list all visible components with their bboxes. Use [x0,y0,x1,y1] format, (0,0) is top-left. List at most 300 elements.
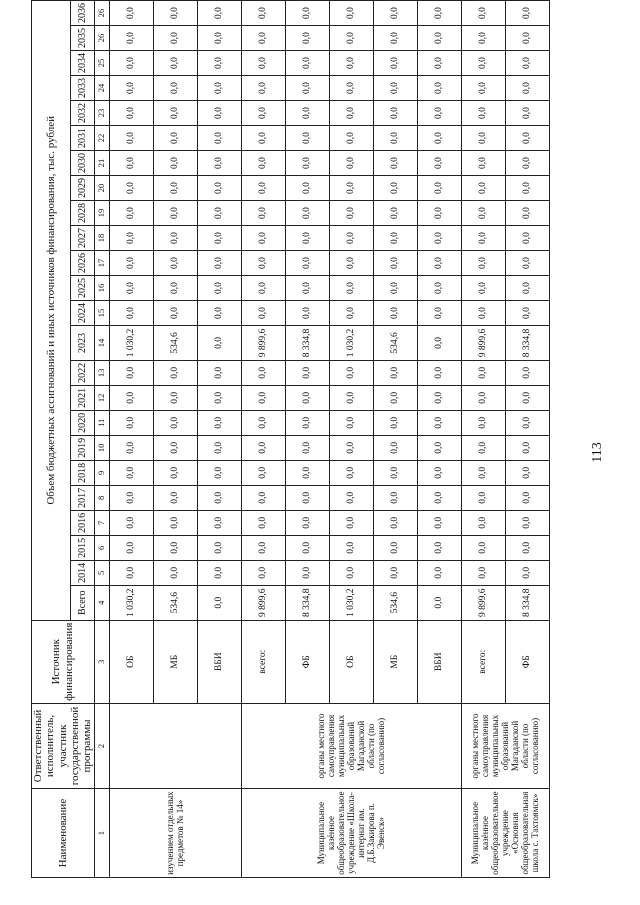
year-value-cell: 0,0 [153,201,197,226]
year-value-cell: 0,0 [417,1,461,26]
year-value-cell: 0,0 [329,201,373,226]
year-header-cell: 2034 [71,51,94,76]
year-value-cell: 0,0 [109,360,153,385]
year-value-cell: 0,0 [461,151,505,176]
year-header-cell: 2020 [71,410,94,435]
year-value-cell: 0,0 [329,435,373,460]
year-value-cell: 0,0 [373,560,417,585]
year-value-cell: 0,0 [285,485,329,510]
year-value-cell: 0,0 [109,301,153,326]
year-value-cell: 0,0 [153,435,197,460]
year-value-cell: 0,0 [461,126,505,151]
column-index-cell: 1 [94,789,109,878]
year-value-cell: 0,0 [505,201,549,226]
year-value-cell: 0,0 [505,251,549,276]
year-value-cell: 0,0 [505,485,549,510]
year-value-cell: 0,0 [505,460,549,485]
year-header-cell: 2027 [71,226,94,251]
year-value-cell: 0,0 [373,460,417,485]
year-value-cell: 0,0 [285,101,329,126]
column-index-cell: 12 [94,385,109,410]
year-value-cell: 0,0 [417,301,461,326]
year-value-cell: 0,0 [505,360,549,385]
column-index-cell: 24 [94,76,109,101]
year-value-cell: 0,0 [461,101,505,126]
year-value-cell: 0,0 [329,410,373,435]
column-index-cell: 8 [94,485,109,510]
total-cell: 0,0 [417,585,461,620]
year-value-cell: 0,0 [329,1,373,26]
column-index-cell: 2 [94,703,109,788]
year-value-cell: 0,0 [373,385,417,410]
year-value-cell: 0,0 [373,1,417,26]
year-value-cell: 0,0 [153,251,197,276]
year-value-cell: 0,0 [241,151,285,176]
year-value-cell: 0,0 [461,176,505,201]
year-value-cell: 0,0 [505,510,549,535]
page-number: 113 [590,442,605,463]
column-index-cell: 4 [94,585,109,620]
year-value-cell: 0,0 [153,385,197,410]
year-value-cell: 0,0 [461,76,505,101]
source-cell: ВБИ [417,620,461,703]
year-value-cell: 0,0 [153,1,197,26]
year-value-cell: 0,0 [461,460,505,485]
year-value-cell: 0,0 [109,485,153,510]
year-value-cell: 0,0 [109,385,153,410]
year-header-cell: 2030 [71,151,94,176]
column-index-cell: 19 [94,201,109,226]
year-value-cell: 0,0 [373,301,417,326]
table-row [109,1,153,878]
year-value-cell: 0,0 [329,251,373,276]
year-value-cell: 0,0 [417,510,461,535]
year-value-cell: 0,0 [153,126,197,151]
column-index-cell: 7 [94,510,109,535]
year-value-cell: 0,0 [153,410,197,435]
year-value-cell: 0,0 [109,176,153,201]
year-value-cell: 0,0 [461,1,505,26]
year-value-cell: 0,0 [417,251,461,276]
source-cell: ОБ [329,620,373,703]
year-header-cell: 2014 [71,560,94,585]
year-value-cell: 0,0 [153,535,197,560]
year-value-cell: 0,0 [461,26,505,51]
year-value-cell: 0,0 [285,535,329,560]
year-value-cell: 0,0 [197,385,241,410]
year-value-cell: 0,0 [505,435,549,460]
year-value-cell: 0,0 [417,560,461,585]
year-value-cell: 0,0 [417,76,461,101]
responsible-cell [109,703,241,788]
year-value-cell: 0,0 [417,410,461,435]
year-value-cell: 0,0 [329,276,373,301]
table-row [461,1,505,878]
year-value-cell: 0,0 [373,176,417,201]
year-value-cell: 0,0 [285,560,329,585]
year-value-cell: 0,0 [505,301,549,326]
year-header-cell: 2024 [71,301,94,326]
year-value-cell: 0,0 [417,176,461,201]
year-value-cell: 0,0 [417,101,461,126]
column-index-cell: 25 [94,51,109,76]
column-index-cell: 26 [94,1,109,26]
year-value-cell: 1 030,2 [109,326,153,361]
year-value-cell: 0,0 [505,126,549,151]
year-value-cell: 0,0 [329,560,373,585]
year-value-cell: 0,0 [373,485,417,510]
year-value-cell: 8 334,8 [285,326,329,361]
total-cell: 534,6 [153,585,197,620]
year-value-cell: 0,0 [417,26,461,51]
responsible-cell: органы местного самоуправления муниципальных образований Магаданской области (по согласованию) [241,703,461,788]
year-value-cell: 0,0 [197,201,241,226]
year-value-cell: 0,0 [241,535,285,560]
year-value-cell: 0,0 [461,51,505,76]
year-value-cell: 0,0 [417,535,461,560]
year-value-cell: 0,0 [373,26,417,51]
source-cell: ОБ [109,620,153,703]
year-value-cell: 0,0 [241,76,285,101]
year-value-cell: 0,0 [197,485,241,510]
year-value-cell: 0,0 [329,360,373,385]
year-header-cell: 2029 [71,176,94,201]
year-value-cell: 0,0 [329,226,373,251]
year-value-cell: 0,0 [505,410,549,435]
source-cell: ВБИ [197,620,241,703]
year-value-cell: 0,0 [153,460,197,485]
year-value-cell: 0,0 [505,226,549,251]
column-index-cell: 14 [94,326,109,361]
year-value-cell: 0,0 [109,51,153,76]
year-value-cell: 0,0 [285,176,329,201]
source-cell: МБ [373,620,417,703]
total-cell: 1 030,2 [109,585,153,620]
year-value-cell: 0,0 [109,251,153,276]
year-value-cell: 9 899,6 [461,326,505,361]
year-header-cell: 2022 [71,360,94,385]
year-value-cell: 0,0 [153,151,197,176]
year-value-cell: 0,0 [461,226,505,251]
year-header-cell: 2033 [71,76,94,101]
year-value-cell: 0,0 [285,276,329,301]
year-value-cell: 0,0 [153,101,197,126]
year-value-cell: 0,0 [417,326,461,361]
year-value-cell: 0,0 [109,26,153,51]
year-value-cell: 0,0 [153,301,197,326]
year-value-cell: 0,0 [241,126,285,151]
year-value-cell: 0,0 [241,485,285,510]
year-value-cell: 0,0 [329,151,373,176]
year-header-cell: 2026 [71,251,94,276]
year-header-cell: 2025 [71,276,94,301]
header-row [32,1,71,878]
year-value-cell: 0,0 [197,51,241,76]
year-value-cell: 0,0 [505,151,549,176]
year-value-cell: 0,0 [197,435,241,460]
column-index-cell: 17 [94,251,109,276]
year-value-cell: 0,0 [241,201,285,226]
year-value-cell: 0,0 [285,26,329,51]
column-index-cell: 22 [94,126,109,151]
year-value-cell: 0,0 [241,435,285,460]
source-cell: ФБ [285,620,329,703]
header-responsible: Ответственный исполнитель, участник государственной программы [32,703,95,788]
source-cell: ФБ [505,620,549,703]
year-value-cell: 0,0 [109,560,153,585]
year-value-cell: 0,0 [153,51,197,76]
year-value-cell: 0,0 [197,410,241,435]
year-header-cell: 2021 [71,385,94,410]
year-value-cell: 0,0 [285,201,329,226]
year-value-cell: 0,0 [285,435,329,460]
year-value-cell: 0,0 [373,276,417,301]
year-value-cell: 0,0 [417,460,461,485]
year-value-cell: 0,0 [197,76,241,101]
year-value-cell: 0,0 [417,385,461,410]
year-header-cell: 2016 [71,510,94,535]
year-value-cell: 0,0 [197,301,241,326]
year-value-cell: 0,0 [505,535,549,560]
column-index-cell: 18 [94,226,109,251]
year-value-cell: 0,0 [417,226,461,251]
year-value-cell: 0,0 [505,1,549,26]
year-value-cell: 0,0 [197,251,241,276]
year-value-cell: 0,0 [109,435,153,460]
year-value-cell: 0,0 [153,26,197,51]
year-value-cell: 0,0 [329,510,373,535]
year-value-cell: 0,0 [329,26,373,51]
year-value-cell: 0,0 [241,1,285,26]
year-value-cell: 0,0 [461,301,505,326]
year-value-cell: 0,0 [197,101,241,126]
year-value-cell: 0,0 [241,301,285,326]
year-value-cell: 0,0 [109,1,153,26]
year-value-cell: 0,0 [197,26,241,51]
year-value-cell: 0,0 [505,26,549,51]
year-header-cell: 2028 [71,201,94,226]
table-row [241,1,285,878]
year-value-cell: 9 899,6 [241,326,285,361]
year-value-cell: 0,0 [373,101,417,126]
year-value-cell: 0,0 [241,560,285,585]
year-value-cell: 0,0 [373,51,417,76]
column-index-row [94,1,109,878]
year-value-cell: 0,0 [285,360,329,385]
year-value-cell: 0,0 [461,485,505,510]
header-source: Источник финансирования [32,620,95,703]
responsible-cell: органы местного самоуправления муниципальных образований Магаданской области (по согласованию) [461,703,549,788]
year-header-cell: 2032 [71,101,94,126]
column-index-cell: 5 [94,560,109,585]
year-value-cell: 0,0 [285,76,329,101]
year-value-cell: 0,0 [329,51,373,76]
year-value-cell: 0,0 [241,410,285,435]
year-value-cell: 0,0 [153,510,197,535]
year-value-cell: 0,0 [285,151,329,176]
year-value-cell: 0,0 [373,226,417,251]
column-index-cell: 21 [94,151,109,176]
year-value-cell: 0,0 [241,101,285,126]
year-value-cell: 0,0 [461,201,505,226]
column-index-cell: 23 [94,101,109,126]
year-value-cell: 0,0 [197,1,241,26]
year-value-cell: 0,0 [241,276,285,301]
program-name-cell: изучением отдельных предметов № 14» [109,789,241,878]
year-value-cell: 0,0 [109,151,153,176]
year-value-cell: 0,0 [153,226,197,251]
program-name-cell: Муниципальное казённое общеобразовательное учреждение «Школа-интернат им. Д.Б.Закирова п. Эвенск» [241,789,461,878]
source-cell: всего: [461,620,505,703]
year-value-cell: 0,0 [505,176,549,201]
year-value-cell: 0,0 [109,201,153,226]
column-index-cell: 9 [94,460,109,485]
year-value-cell: 0,0 [373,360,417,385]
year-value-cell: 0,0 [153,485,197,510]
year-value-cell: 0,0 [461,276,505,301]
year-value-cell: 1 030,2 [329,326,373,361]
year-value-cell: 0,0 [285,301,329,326]
year-header-cell: 2023 [71,326,94,361]
year-value-cell: 0,0 [329,176,373,201]
year-value-cell: 0,0 [241,510,285,535]
year-value-cell: 0,0 [197,460,241,485]
column-index-cell: 3 [94,620,109,703]
year-value-cell: 0,0 [329,101,373,126]
year-value-cell: 0,0 [461,360,505,385]
total-cell: 9 899,6 [241,585,285,620]
year-value-cell: 0,0 [417,126,461,151]
total-cell: 1 030,2 [329,585,373,620]
column-index-cell: 26 [94,26,109,51]
year-value-cell: 0,0 [373,435,417,460]
year-value-cell: 0,0 [197,151,241,176]
header-name: Наименование [32,789,95,878]
year-value-cell: 0,0 [373,410,417,435]
year-header-cell: 2035 [71,26,94,51]
year-value-cell: 0,0 [285,510,329,535]
year-value-cell: 0,0 [461,251,505,276]
year-value-cell: 0,0 [241,176,285,201]
year-value-cell: 8 334,8 [505,326,549,361]
year-value-cell: 0,0 [197,535,241,560]
year-value-cell: 0,0 [373,535,417,560]
header-volume-title: Объем бюджетных ассигнований и иных источников финансирования, тыс. рублей [32,1,71,621]
year-value-cell: 0,0 [109,510,153,535]
year-value-cell: 0,0 [241,385,285,410]
year-value-cell: 0,0 [153,276,197,301]
year-value-cell: 0,0 [461,510,505,535]
year-value-cell: 0,0 [417,201,461,226]
year-header-cell: 2017 [71,485,94,510]
year-value-cell: 534,6 [153,326,197,361]
year-value-cell: 0,0 [373,76,417,101]
year-value-cell: 0,0 [461,535,505,560]
year-value-cell: 0,0 [197,276,241,301]
column-index-cell: 6 [94,535,109,560]
year-value-cell: 0,0 [461,385,505,410]
year-header-cell: 2019 [71,435,94,460]
column-index-cell: 16 [94,276,109,301]
year-value-cell: 0,0 [417,485,461,510]
year-value-cell: 0,0 [197,510,241,535]
year-value-cell: 0,0 [505,276,549,301]
funding-table [31,0,550,878]
year-value-cell: 0,0 [417,435,461,460]
year-value-cell: 0,0 [505,560,549,585]
year-value-cell: 0,0 [373,251,417,276]
year-value-cell: 0,0 [109,460,153,485]
year-value-cell: 0,0 [241,26,285,51]
year-value-cell: 0,0 [153,176,197,201]
year-value-cell: 0,0 [197,326,241,361]
year-value-cell: 0,0 [285,385,329,410]
year-value-cell: 0,0 [153,360,197,385]
year-value-cell: 0,0 [505,51,549,76]
year-header-cell: 2015 [71,535,94,560]
year-value-cell: 0,0 [285,251,329,276]
year-value-cell: 0,0 [153,560,197,585]
year-value-cell: 0,0 [329,126,373,151]
year-value-cell: 0,0 [109,101,153,126]
header-total: Всего [71,585,94,620]
year-value-cell: 0,0 [109,226,153,251]
year-value-cell: 0,0 [417,151,461,176]
year-value-cell: 0,0 [109,410,153,435]
year-value-cell: 0,0 [373,126,417,151]
column-index-cell: 13 [94,360,109,385]
year-value-cell: 0,0 [373,201,417,226]
year-value-cell: 0,0 [461,560,505,585]
year-value-cell: 0,0 [329,460,373,485]
year-value-cell: 0,0 [285,51,329,76]
year-value-cell: 0,0 [241,226,285,251]
year-value-cell: 0,0 [329,385,373,410]
year-value-cell: 0,0 [285,226,329,251]
year-value-cell: 0,0 [197,226,241,251]
year-value-cell: 534,6 [373,326,417,361]
total-cell: 9 899,6 [461,585,505,620]
year-value-cell: 0,0 [417,276,461,301]
year-value-cell: 0,0 [109,126,153,151]
total-cell: 534,6 [373,585,417,620]
column-index-cell: 20 [94,176,109,201]
year-header-cell: 2031 [71,126,94,151]
year-value-cell: 0,0 [329,301,373,326]
year-value-cell: 0,0 [197,126,241,151]
source-cell: всего: [241,620,285,703]
column-index-cell: 10 [94,435,109,460]
year-value-cell: 0,0 [285,1,329,26]
year-value-cell: 0,0 [109,276,153,301]
program-name-cell: Муниципальное казённое общеобразовательное учреждение «Основная общеобразовательная школа с. Тахтоямск» [461,789,549,878]
year-value-cell: 0,0 [329,76,373,101]
year-value-cell: 0,0 [241,51,285,76]
year-value-cell: 0,0 [373,151,417,176]
year-value-cell: 0,0 [329,535,373,560]
year-value-cell: 0,0 [241,251,285,276]
total-cell: 0,0 [197,585,241,620]
year-value-cell: 0,0 [373,510,417,535]
year-value-cell: 0,0 [109,76,153,101]
total-cell: 8 334,8 [505,585,549,620]
year-value-cell: 0,0 [197,560,241,585]
year-value-cell: 0,0 [153,76,197,101]
year-value-cell: 0,0 [461,410,505,435]
year-value-cell: 0,0 [285,410,329,435]
year-value-cell: 0,0 [505,385,549,410]
source-cell: МБ [153,620,197,703]
